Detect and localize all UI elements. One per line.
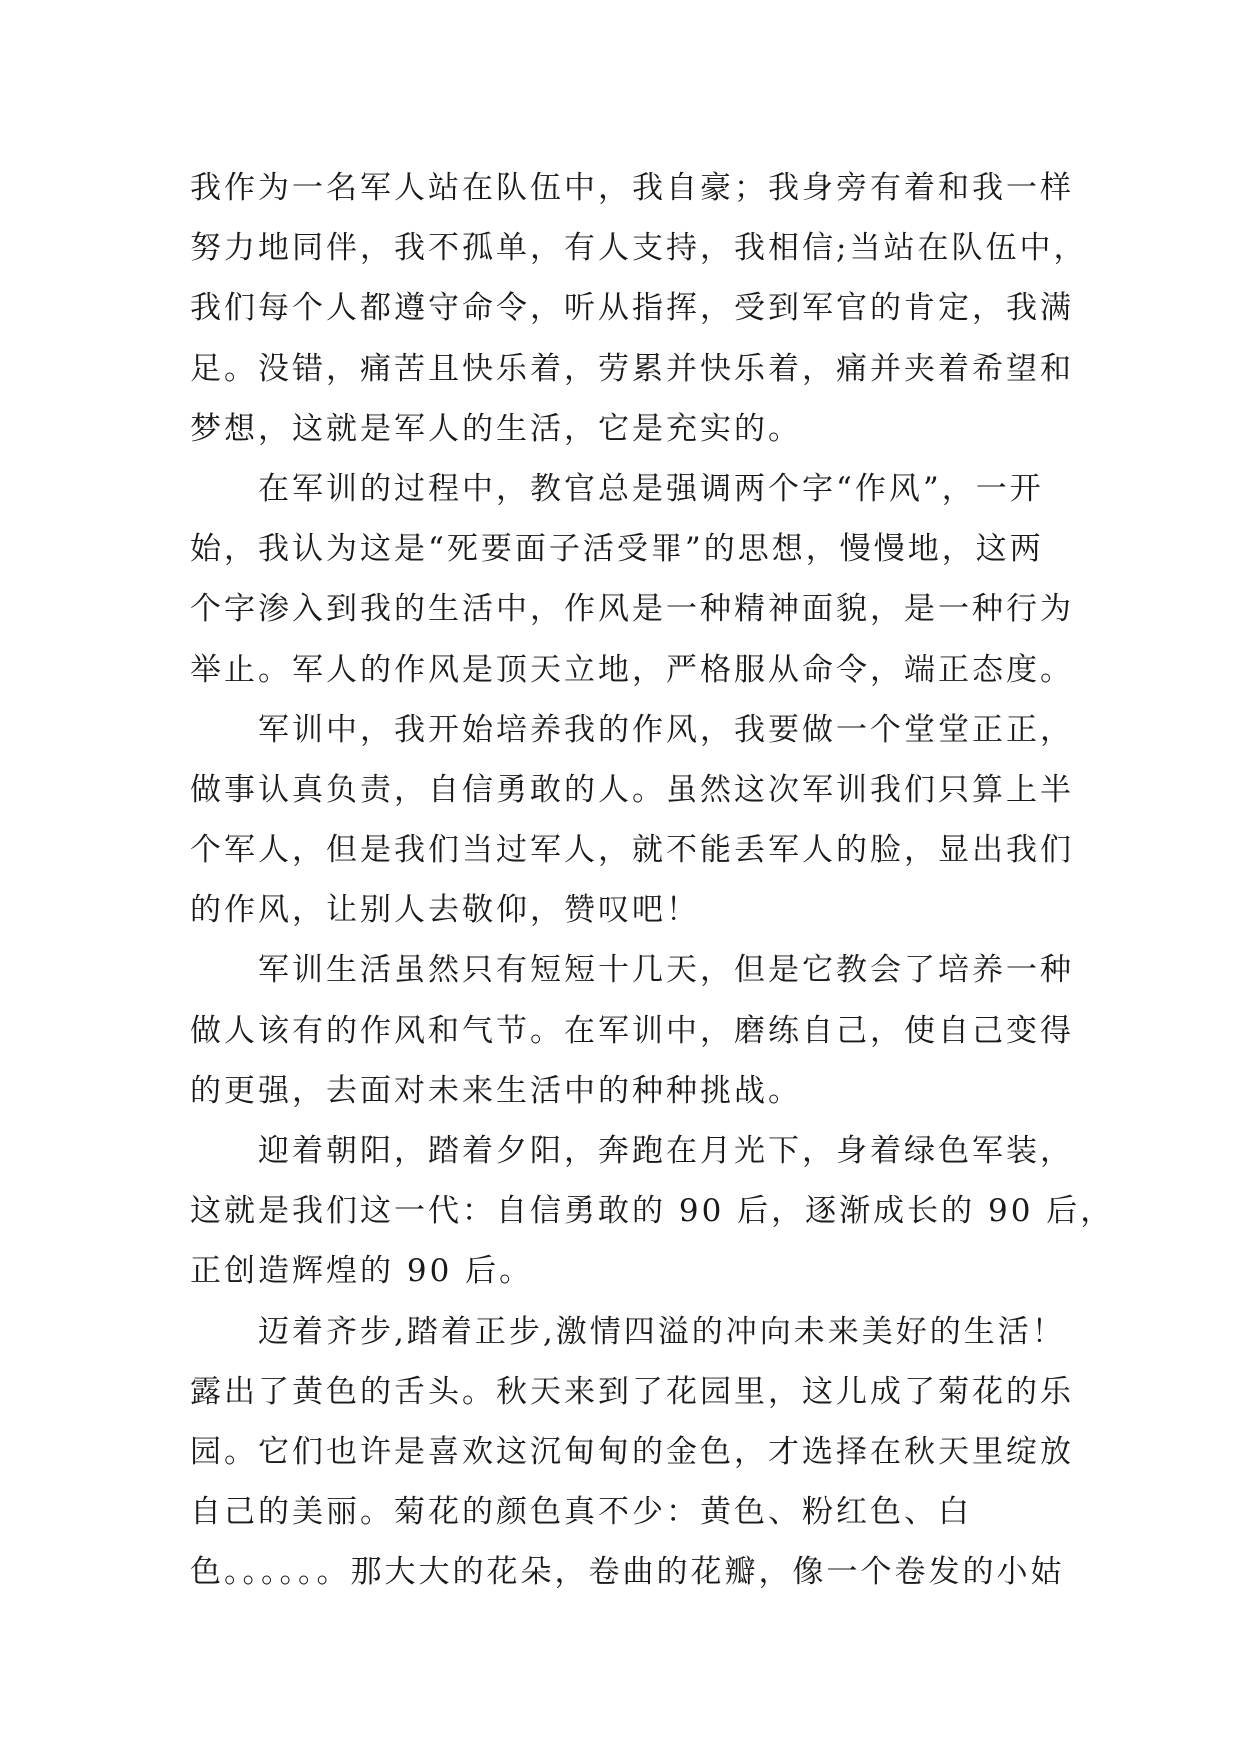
text-line: 做事认真负责，自信勇敢的人。虽然这次军训我们只算上半 bbox=[190, 771, 1074, 808]
text-line: 色。。。。。。那大大的花朵，卷曲的花瓣，像一个卷发的小姑 bbox=[190, 1554, 1065, 1591]
text-line: 园。它们也许是喜欢这沉甸甸的金色，才选择在秋天里绽放 bbox=[190, 1433, 1074, 1470]
text-line: 我们每个人都遵守命令，听从指挥，受到军官的肯定，我满 bbox=[190, 290, 1074, 327]
body-text bbox=[190, 158, 1115, 1603]
text-line: 军训中，我开始培养我的作风，我要做一个堂堂正正， bbox=[190, 711, 1074, 748]
text-line: 这就是我们这一代：自信勇敢的 90 后，逐渐成长的 90 后， bbox=[190, 1193, 1115, 1230]
text-line: 举止。军人的作风是顶天立地，严格服从命令，端正态度。 bbox=[190, 651, 1074, 688]
text-line: 个字渗入到我的生活中，作风是一种精神面貌，是一种行为 bbox=[190, 591, 1074, 628]
text-line: 露出了黄色的舌头。秋天来到了花园里，这儿成了菊花的乐 bbox=[190, 1373, 1074, 1410]
text-line: 军训生活虽然只有短短十几天，但是它教会了培养一种 bbox=[190, 952, 1074, 989]
text-line: 迎着朝阳，踏着夕阳，奔跑在月光下，身着绿色军装， bbox=[190, 1133, 1074, 1169]
text-line: 自己的美丽。菊花的颜色真不少：黄色、粉红色、白 bbox=[190, 1494, 972, 1531]
text-line: 始，我认为这是“死要面子活受罪”的思想，慢慢地，这两 bbox=[190, 531, 1044, 568]
text-line: 足。没错，痛苦且快乐着，劳累并快乐着，痛并夹着希望和 bbox=[190, 350, 1074, 387]
text-line: 的作风，让别人去敬仰，赞叹吧！ bbox=[190, 892, 700, 929]
text-line: 我作为一名军人站在队伍中，我自豪；我身旁有着和我一样 bbox=[190, 170, 1074, 206]
text-line: 梦想，这就是军人的生活，它是充实的。 bbox=[190, 410, 802, 447]
text-line: 努力地同伴，我不孤单，有人支持，我相信;当站在队伍中， bbox=[190, 230, 1088, 267]
text-line: 的更强，去面对未来生活中的种种挑战。 bbox=[190, 1072, 802, 1109]
text-line: 迈着齐步,踏着正步,激情四溢的冲向未来美好的生活！ bbox=[190, 1313, 1066, 1350]
text-line: 做人该有的作风和气节。在军训中，磨练自己，使自己变得 bbox=[190, 1012, 1074, 1049]
text-line: 正创造辉煌的 90 后。 bbox=[190, 1253, 534, 1290]
text-line: 在军训的过程中，教官总是强调两个字“作风”，一开 bbox=[190, 470, 1044, 507]
text-line: 个军人，但是我们当过军人，就不能丢军人的脸，显出我们 bbox=[190, 832, 1074, 869]
